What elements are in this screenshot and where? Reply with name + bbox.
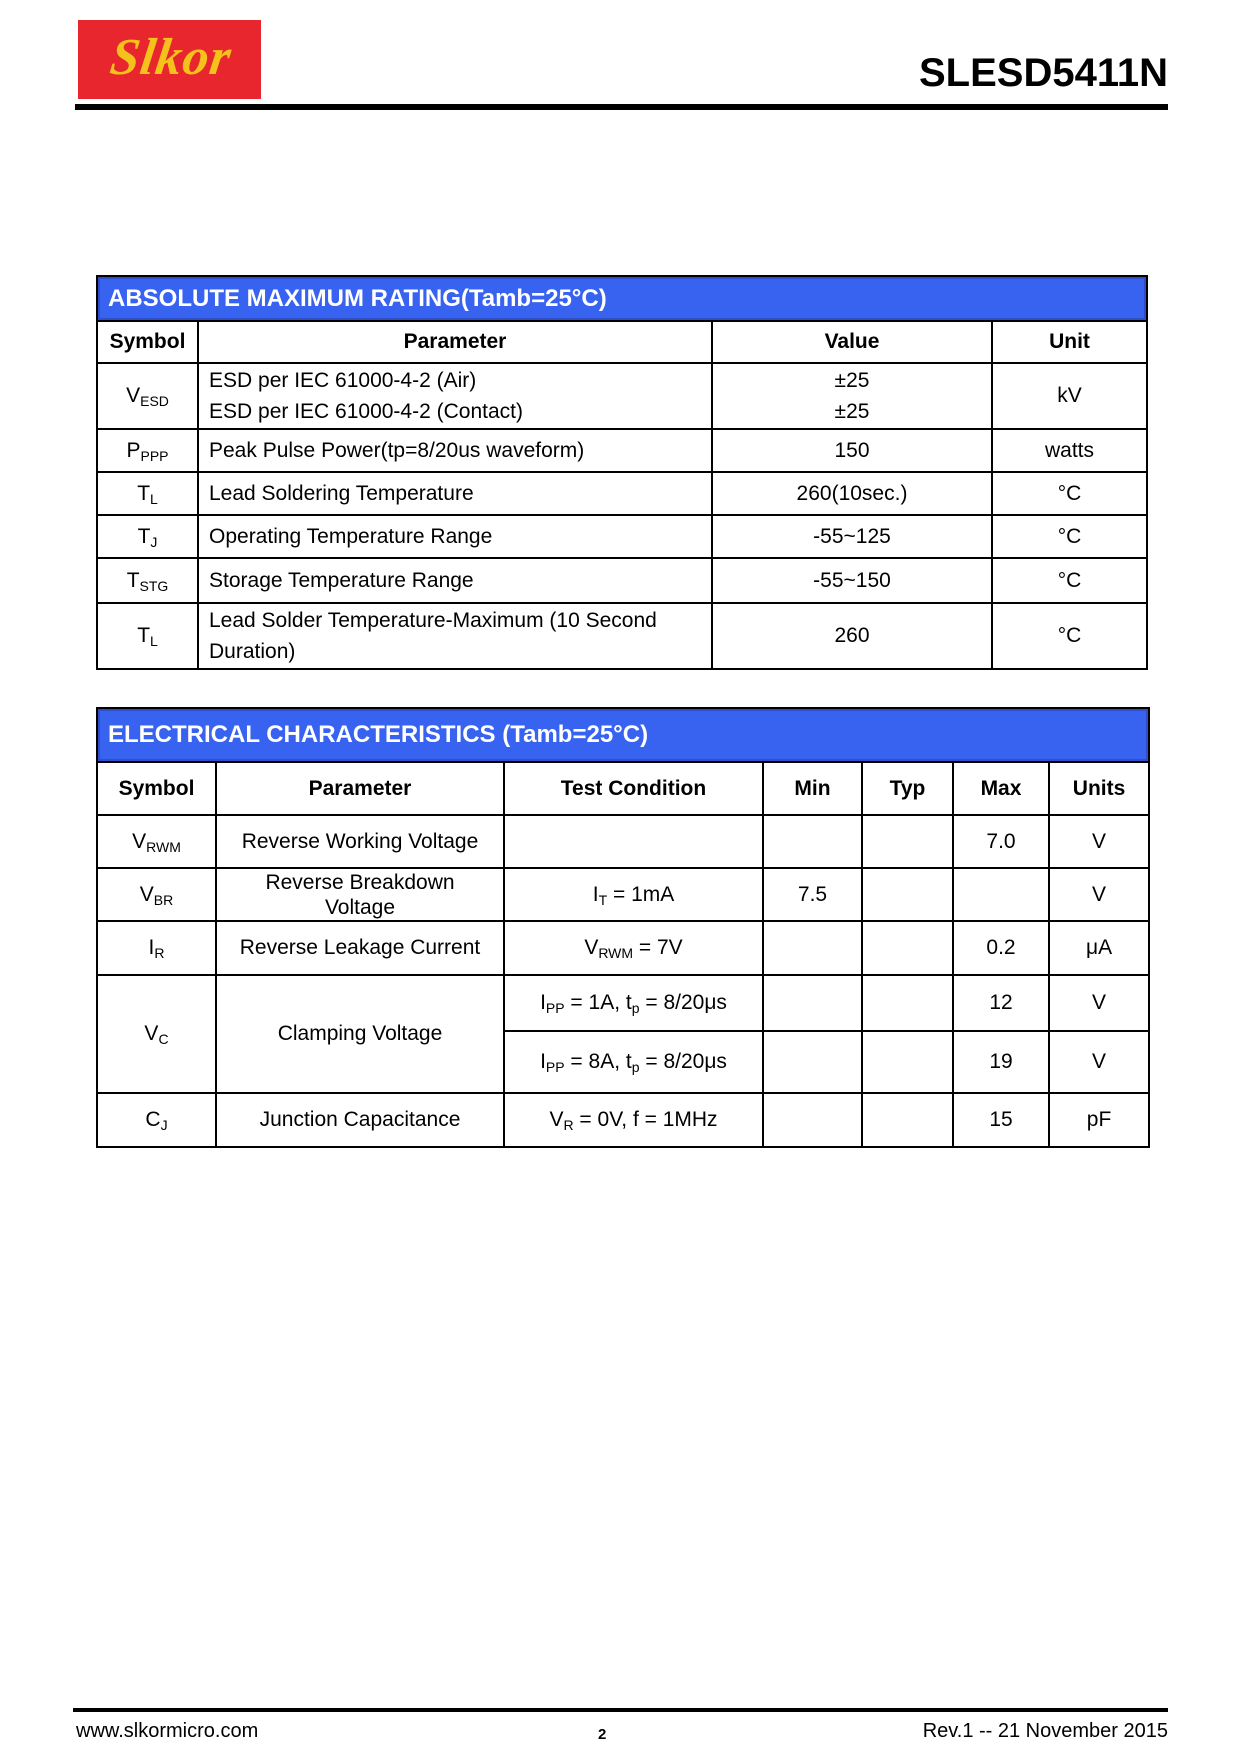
condition-cell: $I_{PP} = 1A$, $t_p = 8/20\mu s$ <box>504 975 763 1031</box>
typ-cell <box>862 1093 953 1147</box>
typ-cell <box>862 868 953 921</box>
unit-cell: °C <box>992 472 1147 515</box>
symbol-cell: $T_J$ <box>97 515 198 558</box>
table-row <box>97 558 1147 603</box>
max-cell: 15 <box>953 1093 1049 1147</box>
unit-cell: °C <box>992 558 1147 603</box>
col-header-value: Value <box>712 321 992 363</box>
max-cell: 12 <box>953 975 1049 1031</box>
typ-cell <box>862 1031 953 1093</box>
parameter-cell: Clamping Voltage <box>216 975 504 1093</box>
unit-cell: kV <box>992 363 1147 429</box>
brand-logo <box>78 20 261 99</box>
col-header-symbol: Symbol <box>97 321 198 363</box>
col-header-units: Units <box>1049 762 1149 815</box>
typ-cell <box>862 975 953 1031</box>
min-cell <box>763 921 862 975</box>
parameter-cell: Reverse Leakage Current <box>216 921 504 975</box>
parameter-cell: Peak Pulse Power(tp=8/20us waveform) <box>198 429 712 472</box>
parameter-cell: Operating Temperature Range <box>198 515 712 558</box>
units-cell: V <box>1049 975 1149 1031</box>
min-cell <box>763 1093 862 1147</box>
table-row <box>97 472 1147 515</box>
typ-cell <box>862 921 953 975</box>
table-row <box>97 921 1149 975</box>
value-cell: ±25 ±25 <box>712 363 992 429</box>
col-header-min: Min <box>763 762 862 815</box>
unit-cell: °C <box>992 515 1147 558</box>
table-row <box>97 429 1147 472</box>
col-header-parameter: Parameter <box>216 762 504 815</box>
condition-cell: $V_{RWM} = 7V$ <box>504 921 763 975</box>
revision-date: Rev.1 -- 21 November 2015 <box>922 1720 1168 1742</box>
footer-divider <box>73 1708 1168 1712</box>
units-cell: V <box>1049 1031 1149 1093</box>
table-header-row <box>97 762 1149 815</box>
absolute-max-title: ABSOLUTE MAXIMUM RATING(Tamb=25°C) <box>97 276 1147 321</box>
parameter-cell: Reverse Working Voltage <box>216 815 504 868</box>
parameter-cell: Storage Temperature Range <box>198 558 712 603</box>
col-header-symbol: Symbol <box>97 762 216 815</box>
units-cell: pF <box>1049 1093 1149 1147</box>
unit-cell: watts <box>992 429 1147 472</box>
table-row <box>97 515 1147 558</box>
condition-cell: $V_R = 0V$, f = 1MHz <box>504 1093 763 1147</box>
value-cell: 260 <box>712 603 992 669</box>
min-cell <box>763 1031 862 1093</box>
parameter-cell: ESD per IEC 61000-4-2 (Air) ESD per IEC 61000-4-2 (Contact) <box>198 363 712 429</box>
table-banner <box>97 276 1147 321</box>
typ-cell <box>862 815 953 868</box>
units-cell: V <box>1049 815 1149 868</box>
symbol-cell: $I_R$ <box>97 921 216 975</box>
col-header-typ: Typ <box>862 762 953 815</box>
min-cell <box>763 815 862 868</box>
col-header-max: Max <box>953 762 1049 815</box>
units-cell: V <box>1049 868 1149 921</box>
brand-logo-text: Slkor <box>106 29 236 86</box>
value-cell: -55~125 <box>712 515 992 558</box>
min-cell: 7.5 <box>763 868 862 921</box>
table-banner <box>97 708 1149 762</box>
page-number: 2 <box>598 1726 607 1743</box>
symbol-cell: $V_{BR}$ <box>97 868 216 921</box>
condition-cell <box>504 815 763 868</box>
value-cell: 260(10sec.) <box>712 472 992 515</box>
symbol-cell: $T_L$ <box>97 603 198 669</box>
table-row <box>97 603 1147 669</box>
table-row <box>97 363 1147 429</box>
col-header-parameter: Parameter <box>198 321 712 363</box>
symbol-cell: $V_{RWM}$ <box>97 815 216 868</box>
header-divider <box>75 104 1168 110</box>
electrical-title: ELECTRICAL CHARACTERISTICS (Tamb=25°C) <box>97 708 1149 762</box>
absolute-max-rating-table <box>96 275 1148 670</box>
symbol-cell: $P_{PPP}$ <box>97 429 198 472</box>
max-cell <box>953 868 1049 921</box>
parameter-cell: Reverse Breakdown Voltage <box>216 868 504 921</box>
table-row <box>97 1093 1149 1147</box>
table-header-row <box>97 321 1147 363</box>
value-cell: -55~150 <box>712 558 992 603</box>
symbol-cell: $V_C$ <box>97 975 216 1093</box>
max-cell: 19 <box>953 1031 1049 1093</box>
symbol-cell: $T_L$ <box>97 472 198 515</box>
condition-cell: $I_T = 1mA$ <box>504 868 763 921</box>
col-header-test-condition: Test Condition <box>504 762 763 815</box>
symbol-cell: $V_{ESD}$ <box>97 363 198 429</box>
unit-cell: °C <box>992 603 1147 669</box>
parameter-cell: Lead Soldering Temperature <box>198 472 712 515</box>
value-cell: 150 <box>712 429 992 472</box>
part-number-title: SLESD5411N <box>918 51 1168 95</box>
condition-cell: $I_{PP} = 8A$, $t_p = 8/20\mu s$ <box>504 1031 763 1093</box>
max-cell: 0.2 <box>953 921 1049 975</box>
table-row <box>97 815 1149 868</box>
table-row <box>97 868 1149 921</box>
electrical-characteristics-table <box>96 707 1150 1148</box>
footer-website: www.slkormicro.com <box>76 1720 259 1742</box>
parameter-cell: Lead Solder Temperature-Maximum (10 Second Duration) <box>198 603 712 669</box>
symbol-cell: $C_J$ <box>97 1093 216 1147</box>
min-cell <box>763 975 862 1031</box>
symbol-cell: $T_{STG}$ <box>97 558 198 603</box>
parameter-cell: Junction Capacitance <box>216 1093 504 1147</box>
table-row <box>97 975 1149 1031</box>
units-cell: μA <box>1049 921 1149 975</box>
col-header-unit: Unit <box>992 321 1147 363</box>
max-cell: 7.0 <box>953 815 1049 868</box>
